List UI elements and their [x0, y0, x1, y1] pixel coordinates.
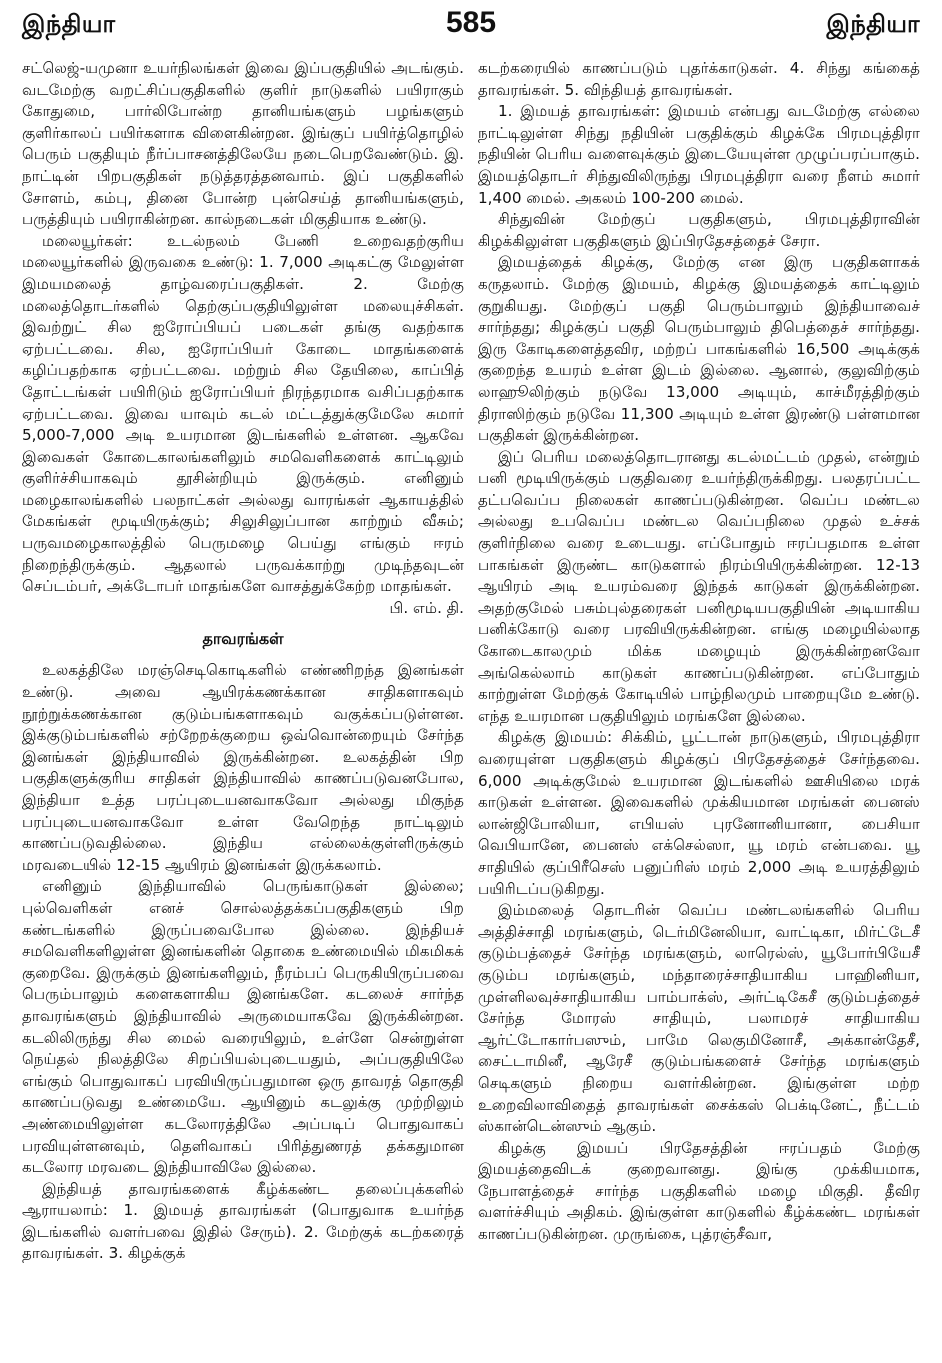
- paragraph-himalayan-flora: 1. இமயத் தாவரங்கள்: இமயம் என்பது வடமேற்கு எல்லை நாட்டிலுள்ள சிந்து நதியின் பகுதிக்கும் கிழக்கே பிரமபுத்திரா நதியின் பெரிய வளைவுக்கும் இடையேயுள்ள முழுப்பரப்பாகும். இமயத்தொடர் சிந்துவிலிருந்து பிரமபுத்திரா வரை நீளம் சுமார் 1,400 மைல். அகலம் 100-200 மைல்.: [478, 102, 920, 207]
- section-heading: தாவரங்கள்: [202, 629, 284, 649]
- right-column: [478, 58, 920, 1350]
- text-columns: [22, 58, 920, 1350]
- paragraph: கிழக்கு இமயப் பிரதேசத்தின் ஈரப்பதம் மேற்கு இமயத்தைவிடக் குறைவானது. இங்கு முக்கியமாக, நேபாளத்தைச் சார்ந்த பகுதிகளில் மழை மிகுதி. தீவிர வளர்ச்சியும் அதிகம். இங்குள்ள காடுகளில் கீழ்க்கண்ட மரங்கள் காணப்படுகின்றன. முருங்கை, புத்ரஞ்சீவா,: [478, 1138, 920, 1244]
- paragraph: இந்தியத் தாவரங்களைக் கீழ்க்கண்ட தலைப்புக்களில் ஆராயலாம்: 1. இமயத் தாவரங்கள் (பொதுவாக உயர்ந்த இடங்களில் வளர்பவை இதில் சேரும்). 2. மேற்குக் கடற்கரைத் தாவரங்கள். 3. கிழக்குக்: [22, 1179, 464, 1263]
- running-title-left: இந்தியா: [22, 10, 116, 38]
- page-number: 585: [445, 6, 497, 39]
- paragraph: கடற்கரையில் காணப்படும் புதர்க்காடுகள். 4. சிந்து கங்கைத் தாவரங்கள். 5. விந்தியத் தாவரங்கள்.: [478, 59, 920, 99]
- left-column: [22, 58, 464, 1350]
- paragraph: இமயத்தைக் கிழக்கு, மேற்கு என இரு பகுதிகளாகக் கருதலாம். மேற்கு இமயம், கிழக்கு இமயத்தைக் காட்டிலும் குறுகியது. மேற்குப் பகுதி பெரும்பாலும் இந்தியாவைச் சார்ந்தது; கிழக்குப் பகுதி பெரும்பாலும் திபெத்தைச் சார்ந்தது. இரு கோடிகளைத்தவிர, மற்றப் பாகங்களில் 16,500 அடிக்குக் குறைந்த உயரம் உள்ள இடம் இல்லை. ஆனால், குலுவிற்கும் லாஹூலிற்கும் நடுவே 13,000 அடியும், காச்மீரத்திற்கும் திராஸிற்கும் நடுவே 11,300 அடியும் உள்ள இரண்டு பள்ளமான பகுதிகள் இருக்கின்றன.: [478, 253, 920, 445]
- paragraph-eastern-himalaya: கிழக்கு இமயம்: சிக்கிம், பூட்டான் நாடுகளும், பிரமபுத்திரா வரையுள்ள பகுதிகளும் கிழக்குப் பிரதேசத்தைச் சேர்ந்தவை. 6,000 அடிக்குமேல் உயரமான இடங்களில் ஊசியிலை மரக் காடுகள் உள்ளன. இவைகளில் முக்கியமான மரங்கள் பைனஸ் லான்ஜிபோலியா, எபியஸ் புரனோனியானா, பைசியா வெபியானே, பைனஸ் எக்செல்ஸா, யூ மரம் என்பவை. யூ சாதியில் குப்பிரீசெஸ் பனுப்ரிஸ் மரம் 2,000 அடி உயரத்திலும் பயிரிடப்படுகிறது.: [478, 728, 920, 898]
- paragraph: எனினும் இந்தியாவில் பெருங்காடுகள் இல்லை; புல்வெளிகள் எனச் சொல்லத்தக்கப்பகுதிகளும் பிற கண்டங்களில் இருப்பவைபோல இல்லை. இந்தியச் சமவெளிகளிலுள்ள இனங்களின் தொகை உண்மையில் மிகமிகக் குறைவே. இருக்கும் இனங்களிலும், நீரம்பப் பெருகியிருப்பவை பெரும்பாலும் களைகளாகிய இனங்களே. கடலைச் சார்ந்த தாவரங்களும் இந்தியாவில் அருமையாகவே இருக்கின்றன. கடலிலிருந்து சில மைல் வரையிலும், உள்ளே சென்றுள்ள நெய்தல் நிலத்திலே சிறப்பியல்புடையதும், அப்பகுதியிலே எங்கும் பொதுவாகப் பரவியிருப்பதுமான ஒரு தாவரத் தொகுதி காணப்படுவது உண்மையே. ஆயினும் கடலுக்கு முற்றிலும் அண்மையிலுள்ள கடலோரத்திலே அப்படிப் பொதுவாகப் பரவியுள்ளனவும், தெளிவாகப் பிரித்துணரத் தக்கதுமான கடலோர மரவடை இந்தியாவிலே இல்லை.: [22, 877, 464, 1177]
- paragraph: உலகத்திலே மரஞ்செடிகொடிகளில் எண்ணிறந்த இனங்கள் உண்டு. அவை ஆயிரக்கணக்கான சாதிகளாகவும் நூற்றுக்கணக்கான குடும்பங்களாகவும் வகுக்கப்படுள்ளன. இக்குடும்பங்களில் சற்றேறக்குறைய ஒவ்வொன்றையும் சேர்ந்த இனங்கள் இந்தியாவில் இருக்கின்றன. உலகத்தின் பிற பகுதிகளுக்குரிய சாதிகள் இந்தியாவில் காணப்படுவனபோல, இந்தியா உத்த பரப்புடையனவாகவோ அல்லது மிகுந்த பரப்புடையனவாகவோ உள்ள வேறெந்த நாட்டிலும் காணப்படுவதில்லை. இந்திய எல்லைக்குள்ளிருக்கும் மரவடையில் 12-15 ஆயிரம் இனங்கள் இருக்கலாம்.: [22, 661, 464, 874]
- author-signature: பி. எம். தி.: [389, 598, 464, 617]
- paragraph-hill-stations: மலையூர்கள்: உடல்நலம் பேணி உறைவதற்குரிய மலையூர்களில் இருவகை உண்டு: 1. 7,000 அடிகட்கு மேலுள்ள இமயமலைத் தாழ்வரைப்பகுதிகள். 2. மேற்கு மலைத்தொடர்களில் தெற்குப்பகுதியிலுள்ள மலையுச்சிகள். இவற்றுட் சில ஐரோப்பியப் படைகள் தங்கு வதற்காக ஏற்பட்டவை. சில, ஐரோப்பியர் கோடை மாதங்களைக் கழிப்பதற்காக ஏற்பட்டவை. மற்றும் சில தேயிலை, காப்பித் தோட்டங்கள் பயிரிடும் ஐரோப்பியர் நிரந்தரமாக வசிப்பதற்காக ஏற்பட்டவை. இவை யாவும் கடல் மட்டத்துக்குமேலே சுமார் 5,000-7,000 அடி உயரமான இடங்களில் உள்ளன. ஆகவே இவைகள் கோடைகாலங்களிலும் சமவெளிகளைக் காட்டிலும் குளிர்ச்சியாகவும் தூசின்றியும் இருக்கும். எனினும் மழைகாலங்களில் பலநாட்கள் அல்லது வாரங்கள் ஆகாயத்தில் மேகங்கள் மூடியிருக்கும்; சிலுசிலுப்பான காற்றும் வீசும்; பருவமழைகாலத்தில் பெருமழை பெய்து எங்கும் ஈரம் நிறைந்திருக்கும். ஆதலால் பருவக்காற்று முடிந்தவுடன் செப்டம்பர், அக்டோபர் மாதங்களே வாசத்துக்கேற்ற மாதங்கள்.: [22, 231, 464, 596]
- paragraph: இம்மலைத் தொடரின் வெப்ப மண்டலங்களில் பெரிய அத்திச்சாதி மரங்களும், டெர்மினேலியா, வாட்டிகா, மிர்ட்டேசீ குடும்பத்தைச் சேர்ந்த மரங்களும், லாரெல்ஸ், யூபோர்பியேசீ குடும்ப மரங்களும், மந்தாரைச்சாதியாகிய பாஹினியா, முள்ளிலவுச்சாதியாகிய பாம்பாக்ஸ், அர்ட்டிகேசீ குடும்பத்தைச் சேர்ந்த மோரஸ் சாதியும், பலாமரச் சாதியாகிய ஆர்ட்டோகார்பஸும், பாமே லெகுமினோசீ, அக்கான்தேசீ, சைட்டாமினீ, ஆரேசீ குடும்பங்களைச் சேர்ந்த மரங்களும் செடிகளும் நிறைய வளர்கின்றன. இங்குள்ள மற்ற உறைவிலாவிதைத் தாவரங்கள் சைக்கஸ் பெக்டினேட், நீட்டம் ஸ்கான்டென்ஸும் ஆகும்.: [478, 901, 920, 1136]
- paragraph: இப் பெரிய மலைத்தொடரானது கடல்மட்டம் முதல், என்றும் பனி மூடியிருக்கும் பகுதிவரை உயர்ந்திருக்கிறது. பலதரப்பட்ட தட்பவெப்ப நிலைகள் காணப்படுகின்றன. வெப்ப மண்டல அல்லது உபவெப்ப மண்டல வெப்பநிலை முதல் உச்சக் குளிர்நிலை வரை உடையது. எப்போதும் ஈரப்பதமாக உள்ள பாகங்கள் இருண்ட காடுகளால் நிரம்பியிருக்கின்றன. 12-13 ஆயிரம் அடி உயரம்வரை இந்தக் காடுகள் இருக்கின்றன. அதற்குமேல் பசும்புல்தரைகள் பனிமூடியபகுதியின் அடியாகிய பனிக்கோடு வரை பரவியிருக்கின்றன. எங்கு மழையில்லாத கோடைகாலமும் மிக்க மழையும் இருக்கின்றனவோ அங்கெல்லாம் காடுகள் காணப்படுகின்றன. எப்போதும் காற்றுள்ள மேற்குக் கோடியில் பாழ்நிலமும் பாறையுமே உண்டு. எந்த உயரமான பகுதியிலும் மரங்களே இல்லை.: [478, 447, 920, 725]
- paragraph: சிந்துவின் மேற்குப் பகுதிகளும், பிரமபுத்திராவின் கிழக்கிலுள்ள பகுதிகளும் இப்பிரதேசத்தைச் சேரா.: [478, 210, 920, 250]
- paragraph: சட்லெஜ்-யமுனா உயர்நிலங்கள் இவை இப்பகுதியில் அடங்கும். வடமேற்கு வறட்சிப்பகுதிகளில் குளிர் நாடுகளில் பயிராகும் கோதுமை, பார்லிபோன்ற தானியங்களும் பழங்களும் குளிர்காலப் பயிர்களாக விளைகின்றன. இங்குப் பயிர்த்தொழில் பெரும் பகுதியும் நீர்ப்பாசனத்திலேயே நடைபெறவேண்டும். இ. நாட்டின் பிறபகுதிகள் நடுத்தரத்தனவாம். இப் பகுதிகளில் சோளம், கம்பு, தினை போன்ற புன்செய்த் தானியங்களும், பருத்தியும் பயிராகின்றன. கால்நடைகள் மிகுதியாக உண்டு.: [22, 59, 464, 229]
- running-title-right: இந்தியா: [826, 10, 920, 38]
- page-header: [22, 0, 920, 58]
